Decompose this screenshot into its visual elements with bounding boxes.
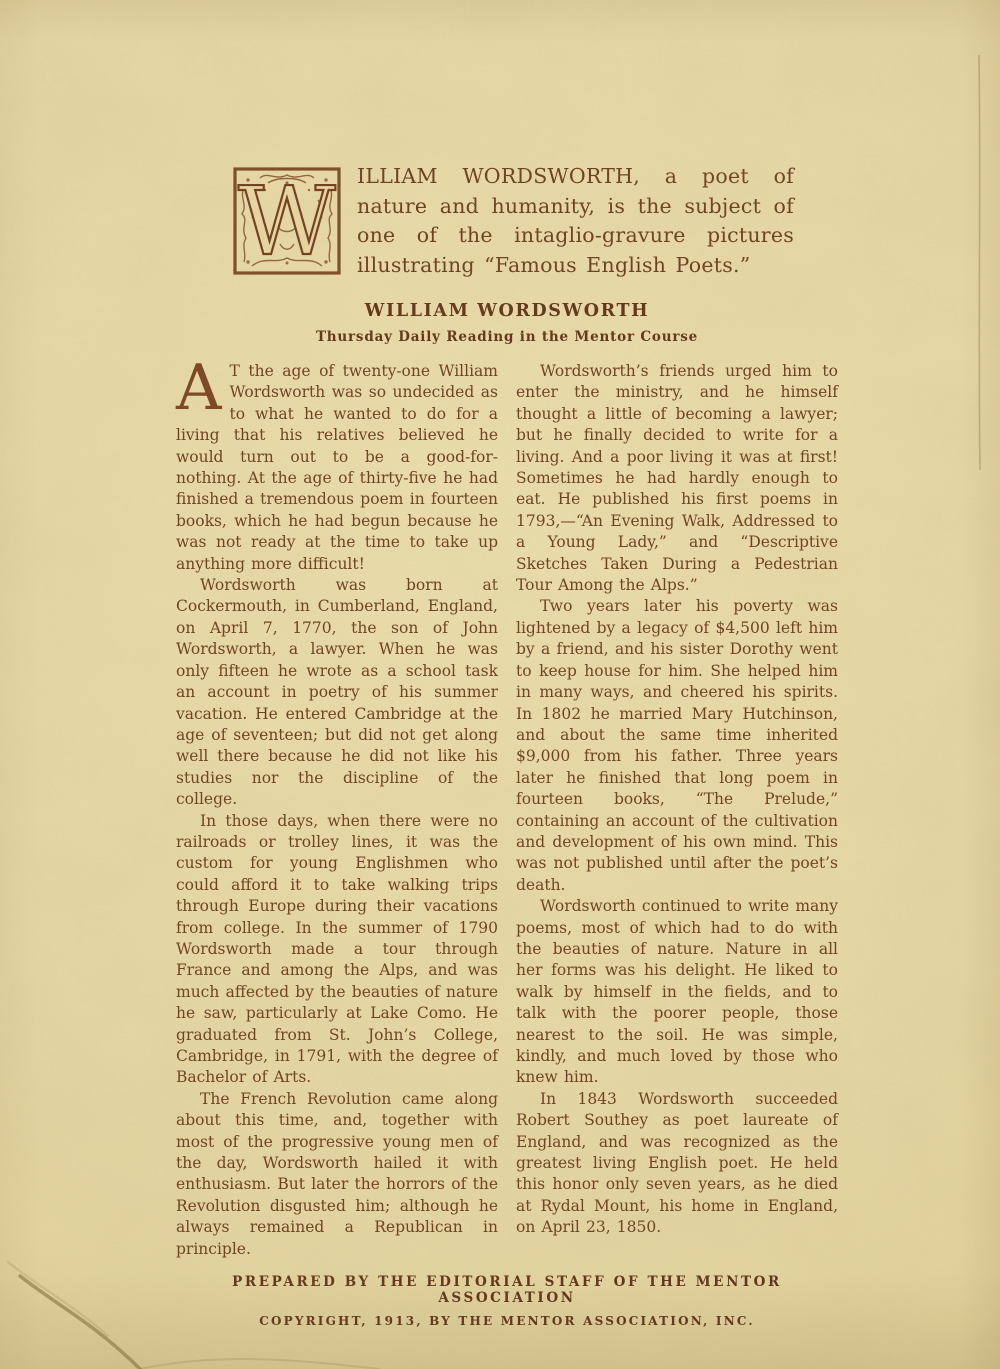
bottom-crinkle <box>140 1359 380 1369</box>
paragraph: Wordsworth’s friends urged him to enter the ministry, and he himself thought a little of becoming a lawyer; but he finally decided to write for a living. And a poor living it was at first! Sometimes he had hardly enough to eat. He published his first poems in 1793,—“An Evening Walk, Addressed to a Young Lady,” and “Descriptive Sketches Taken During a Pedestrian Tour Among the Alps.” <box>516 362 838 595</box>
copyright-line: COPYRIGHT, 1913, BY THE MENTOR ASSOCIATION, INC. <box>259 1314 755 1329</box>
prepared-by-line: PREPARED BY THE EDITORIAL STAFF OF THE MENTOR ASSOCIATION <box>232 1274 782 1307</box>
drop-cap-w: W <box>238 167 336 276</box>
paragraph: A T the age of twenty-one William Wordsworth was so undecided as to what he wanted to do for a living that his relatives believed he would turn out to be a good-for-nothing. At the age of thirty-five he had finished a tremendous poem in fourteen books, which he had begun because he was not ready at the time to take up anything more difficult! <box>176 351 498 573</box>
paragraph: The French Revolution came along about this time, and, together with most of the progressive young men of the day, Wordsworth hailed it with enthusiasm. But later the horrors of the Revolution disgusted him; although he always remained a Republican in principle. <box>176 1089 498 1258</box>
two-column-body <box>176 351 838 1260</box>
paragraph: In 1843 Wordsworth succeeded Robert Southey as poet laureate of England, and was recognized as the greatest living English poet. He held this honor only seven years, as he died at Rydal Mount, his home in England, on April 23, 1850. <box>516 1089 838 1237</box>
paragraph: In those days, when there were no railroads or trolley lines, it was the custom for young Englishmen who could afford it to take walking trips through Europe during their vacations from college. In the summer of 1790 Wordsworth made a tour through France and among the Alps, and was much affected by the beauties of nature he saw, particularly at Lake Como. He graduated from St. John’s College, Cambridge, in 1791, with the degree of Bachelor of Arts. <box>176 811 498 1087</box>
page-subtitle: Thursday Daily Reading in the Mentor Course <box>315 329 699 345</box>
corner-fold-crease-echo <box>8 1262 108 1336</box>
right-column <box>516 361 838 1260</box>
paragraph: Wordsworth was born at Cockermouth, in Cumberland, England, on April 7, 1770, the son of John Wordsworth, a lawyer. When he was only fifteen he wrote as a school task an account in poetry of his summer vacation. He entered Cambridge at the age of seventeen; but did not get along well there because he did not like his studies nor the discipline of the college. <box>176 576 498 809</box>
intro-text: ILLIAM WORDSWORTH, a poet of nature and humanity, is the subject of one of the intaglio-gravure pictures illustrating “Famous English Poets.” <box>357 164 794 277</box>
page-edge-crease <box>979 55 980 470</box>
article-content <box>176 0 838 1328</box>
ornate-initial-w <box>232 166 342 276</box>
drop-cap-a: A <box>176 351 222 424</box>
left-column <box>176 351 498 1260</box>
page-title: WILLIAM WORDSWORTH <box>364 301 650 321</box>
intro-paragraph <box>232 162 794 280</box>
paragraph: Two years later his poverty was lightened by a legacy of $4,500 left him by a friend, and his sister Dorothy went to keep house for him. She helped him in many ways, and cheered his spirits. In 1802 he married Mary Hutchinson, and about the same time inherited $9,000 from his father. Three years later he finished that long poem in fourteen books, “The Prelude,” containing an account of the cultivation and development of his own mind. This was not published until after the poet’s death. <box>516 597 838 894</box>
corner-fold-crease <box>20 1276 140 1369</box>
paragraph: Wordsworth continued to write many poems, most of which had to do with the beauties of nature. Nature in all her forms was his delight. He liked to walk by himself in the fields, and to talk with the poorer people, those nearest to the soil. He was simple, kindly, and much loved by those who knew him. <box>516 897 838 1087</box>
article-footer <box>176 1274 838 1328</box>
